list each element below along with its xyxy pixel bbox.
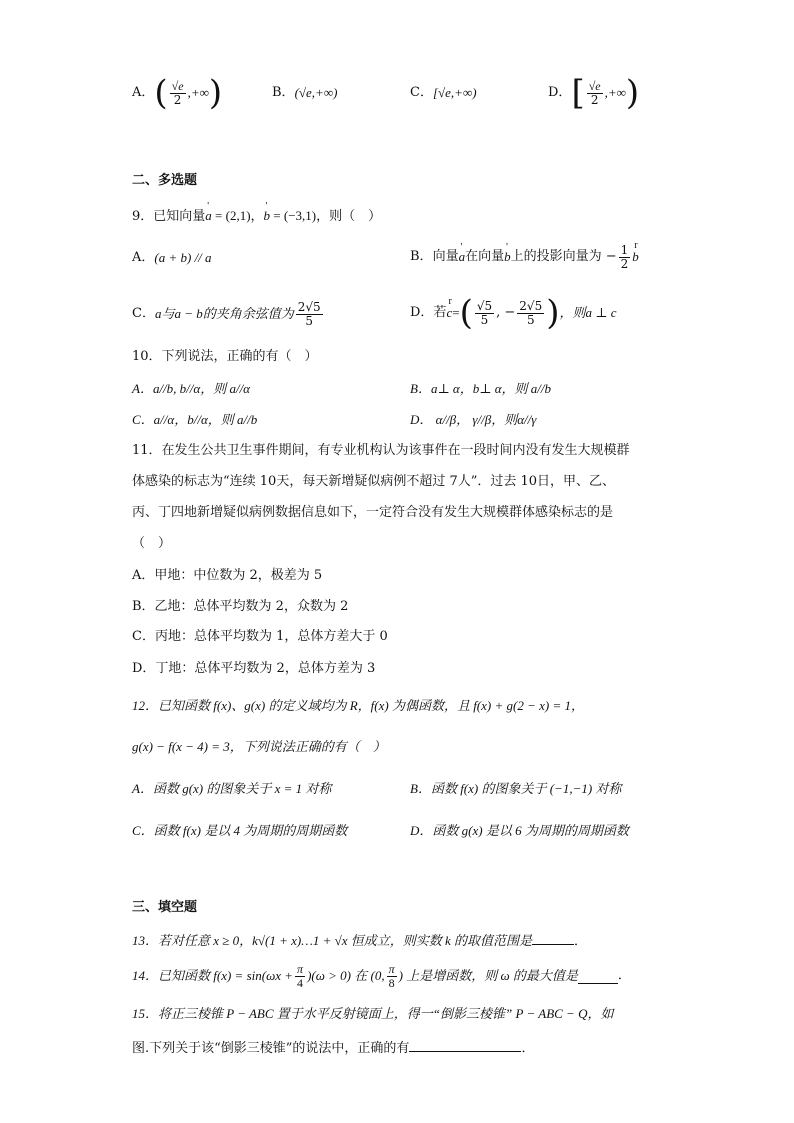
question-9-option-c: C． a与a − b的夹角余弦值为 $\frac{2√5}{5}$ <box>132 299 321 328</box>
question-13: 13．若对任意 x ≥ 0，k√(1 + x)…1 + √x 恒成立，则实数 k 的取值范围是 ． <box>132 930 587 952</box>
fraction: $\frac{2√5}{5}$ <box>297 299 321 328</box>
question-12-option-b: B．函数 f(x) 的图象关于 (−1,−1) 对称 <box>410 781 622 796</box>
question-9-option-a: A． (a + b) // a <box>132 250 212 265</box>
question-11-option-c: C．丙地：总体平均数为 1，总体方差大于 0 <box>132 629 388 644</box>
fraction: $\frac{\pi}{8}$ <box>388 961 395 990</box>
question-10-option-a: A．a//b, b//α，则 a//α <box>132 381 251 396</box>
question-11-line-2: 体感染的标志为“连续 10天，每天新增疑似病例不超过 7人”．过去 10日，甲、乙、 <box>132 474 616 489</box>
question-15-line-1: 15．将正三棱锥 P − ABC 置于水平反射镜面上，得一“倒影三棱锥” P − ABC − Q，如 <box>132 1006 614 1021</box>
q8-option-c: C． [√e,+∞) <box>410 85 477 100</box>
answer-blank[interactable] <box>532 930 574 945</box>
left-paren: ( <box>154 73 168 113</box>
question-10-option-d: D． α//β， γ//β，则α//γ <box>410 412 537 427</box>
fraction: $\frac{√e}{2}$ <box>588 78 601 107</box>
question-9-option-b: B． 向量 ' a 在向量 ' b 上的投影向量为 − $\frac{1}{2}$ r b <box>410 240 639 274</box>
question-12-line-1: 12．已知函数 f(x)、g(x) 的定义域均为 R，f(x) 为偶函数，且 f(x) + g(2 − x) = 1， <box>132 698 584 713</box>
question-11-line-4: （ ） <box>132 536 172 551</box>
question-11-option-b: B．乙地：总体平均数为 2，众数为 2 <box>132 599 349 614</box>
question-11-line-1: 11．在发生公共卫生事件期间，有专业机构认为该事件在一段时间内没有发生大规模群 <box>132 443 630 458</box>
fraction: $\frac{\pi}{4}$ <box>297 961 304 990</box>
question-10-option-c: C．a//α，b//α，则 a//b <box>132 412 258 427</box>
question-12-option-a: A．函数 g(x) 的图象关于 x = 1 对称 <box>132 781 332 796</box>
question-10-option-b: B．a⊥ α，b⊥ α，则 a//b <box>410 381 552 396</box>
fraction: $\frac{1}{2}$ <box>620 242 629 271</box>
right-paren: ) <box>208 73 223 113</box>
question-11-line-3: 丙、丁四地新增疑似病例数据信息如下，一定符合没有发生大规模群体感染标志的是 <box>132 505 614 520</box>
question-12-option-d: D．函数 g(x) 是以 6 为周期的周期函数 <box>410 823 629 838</box>
section-title: 三、填空题 <box>132 900 198 915</box>
question-12-option-c: C．函数 f(x) 是以 4 为周期的周期函数 <box>132 823 348 838</box>
fraction: $\frac{√5}{5}$ <box>476 298 493 327</box>
left-bracket: [ <box>571 73 585 113</box>
q8-option-b: B． (√e,+∞) <box>272 85 338 100</box>
fraction: $\frac{2√5}{5}$ <box>519 298 543 327</box>
answer-blank[interactable] <box>578 969 618 984</box>
question-12-line-2: g(x) − f(x − 4) = 3，下列说法正确的有（ ） <box>132 739 386 754</box>
question-14: 14．已知函数 f(x) = sin(ωx + $\frac{\pi}{4}$ )(ω > 0) 在 (0, $\frac{\pi}{8}$ ) 上是增函数，则 ω 的最大值是 ． <box>132 961 631 990</box>
question-15-line-2: 图.下列关于该“倒影三棱锥”的说法中，正确的有 ． <box>132 1037 534 1059</box>
option-label: A． <box>132 85 155 100</box>
question-11-option-d: D．丁地：总体平均数为 2，总体方差为 3 <box>132 661 376 676</box>
section-title: 二、多选题 <box>132 173 198 188</box>
right-paren: ) <box>625 73 640 113</box>
question-9-option-d: D． 若 r c = ( $\frac{√5}{5}$ , − $\frac{2√5}{5}$ ) ，则a ⊥ c <box>410 294 616 332</box>
question-10-stem: 10．下列说法，正确的有（ ） <box>132 349 318 364</box>
question-9-stem: 9．已知向量' a = (2,1)，' b = (−3,1)，则（ ） <box>132 206 381 227</box>
answer-blank[interactable] <box>409 1037 521 1052</box>
q8-option-d: D． [ $\frac{√e}{2}$ ,+∞ ) <box>548 73 640 113</box>
question-11-option-a: A．甲地：中位数为 2，极差为 5 <box>132 568 323 583</box>
fraction: $\frac{√e}{2}$ <box>171 78 184 107</box>
q8-option-a: A． ( $\frac{√e}{2}$ ,+∞ ) <box>132 73 223 113</box>
